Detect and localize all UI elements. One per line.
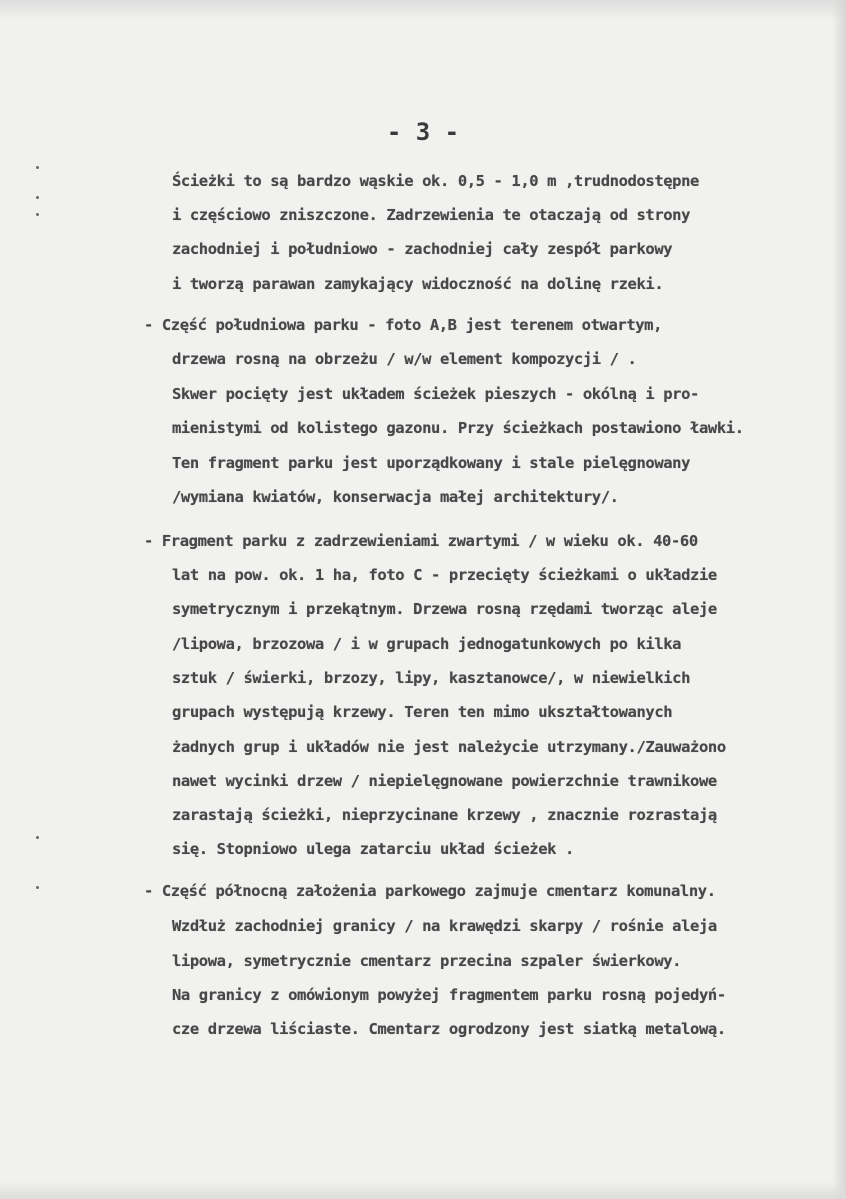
text-line: - Część północną założenia parkowego zajmuje cmentarz komunalny. xyxy=(144,882,716,900)
text-line: i tworzą parawan zamykający widoczność na dolinę rzeki. xyxy=(172,275,664,293)
punch-hole-mark xyxy=(36,886,39,889)
text-line: lipowa, symetrycznie cmentarz przecina szpaler świerkowy. xyxy=(172,952,682,970)
text-line: mienistymi od kolistego gazonu. Przy ścieżkach postawiono ławki. xyxy=(172,419,744,437)
text-line: - Fragment parku z zadrzewieniami zwartymi / w wieku ok. 40-60 xyxy=(144,532,698,550)
text-line: Skwer pocięty jest układem ścieżek pieszych - okólną i pro- xyxy=(172,385,699,403)
punch-hole-mark xyxy=(36,196,39,199)
text-line: - Część południowa parku - foto A,B jest terenem otwartym, xyxy=(144,316,663,334)
text-line: i częściowo zniszczone. Zadrzewienia te otaczają od strony xyxy=(172,206,691,224)
page-edge-shadow-right xyxy=(832,0,846,1199)
text-line: zarastają ścieżki, nieprzycinane krzewy , znacznie rozrastają xyxy=(172,806,717,824)
text-line: sztuk / świerki, brzozy, lipy, kasztanowce/, w niewielkich xyxy=(172,669,691,687)
punch-hole-mark xyxy=(36,836,39,839)
text-line: Ten fragment parku jest uporządkowany i stale pielęgnowany xyxy=(172,454,691,472)
page-edge-shadow-top xyxy=(0,0,846,20)
text-line: Ścieżki to są bardzo wąskie ok. 0,5 - 1,0 m ,trudnodostępne xyxy=(172,172,699,190)
text-line: Na granicy z omówionym powyżej fragmentem parku rosną pojedyń- xyxy=(172,986,726,1004)
text-line: zachodniej i południowo - zachodniej cały zespół parkowy xyxy=(172,240,673,258)
text-line: żadnych grup i układów nie jest należycie utrzymany./Zauważono xyxy=(172,738,726,756)
punch-hole-mark xyxy=(36,166,39,169)
punch-hole-mark xyxy=(36,213,39,216)
text-line: /lipowa, brzozowa / i w grupach jednogatunkowych po kilka xyxy=(172,635,682,653)
text-line: /wymiana kwiatów, konserwacja małej architektury/. xyxy=(172,488,619,506)
text-line: się. Stopniowo ulega zatarciu układ ścieżek . xyxy=(172,840,574,858)
text-line: Wzdłuż zachodniej granicy / na krawędzi skarpy / rośnie aleja xyxy=(172,917,717,935)
text-line: cze drzewa liściaste. Cmentarz ogrodzony jest siatką metalową. xyxy=(172,1020,726,1038)
page-number: - 3 - xyxy=(386,118,460,146)
text-line: lat na pow. ok. 1 ha, foto C - przecięty ścieżkami o układzie xyxy=(172,566,717,584)
text-line: drzewa rosną na obrzeżu / w/w element kompozycji / . xyxy=(172,350,637,368)
page-edge-shadow-bottom xyxy=(0,1181,846,1199)
text-line: grupach występują krzewy. Teren ten mimo ukształtowanych xyxy=(172,703,673,721)
text-line: nawet wycinki drzew / niepielęgnowane powierzchnie trawnikowe xyxy=(172,772,717,790)
text-line: symetrycznym i przekątnym. Drzewa rosną rzędami tworząc aleje xyxy=(172,600,717,618)
